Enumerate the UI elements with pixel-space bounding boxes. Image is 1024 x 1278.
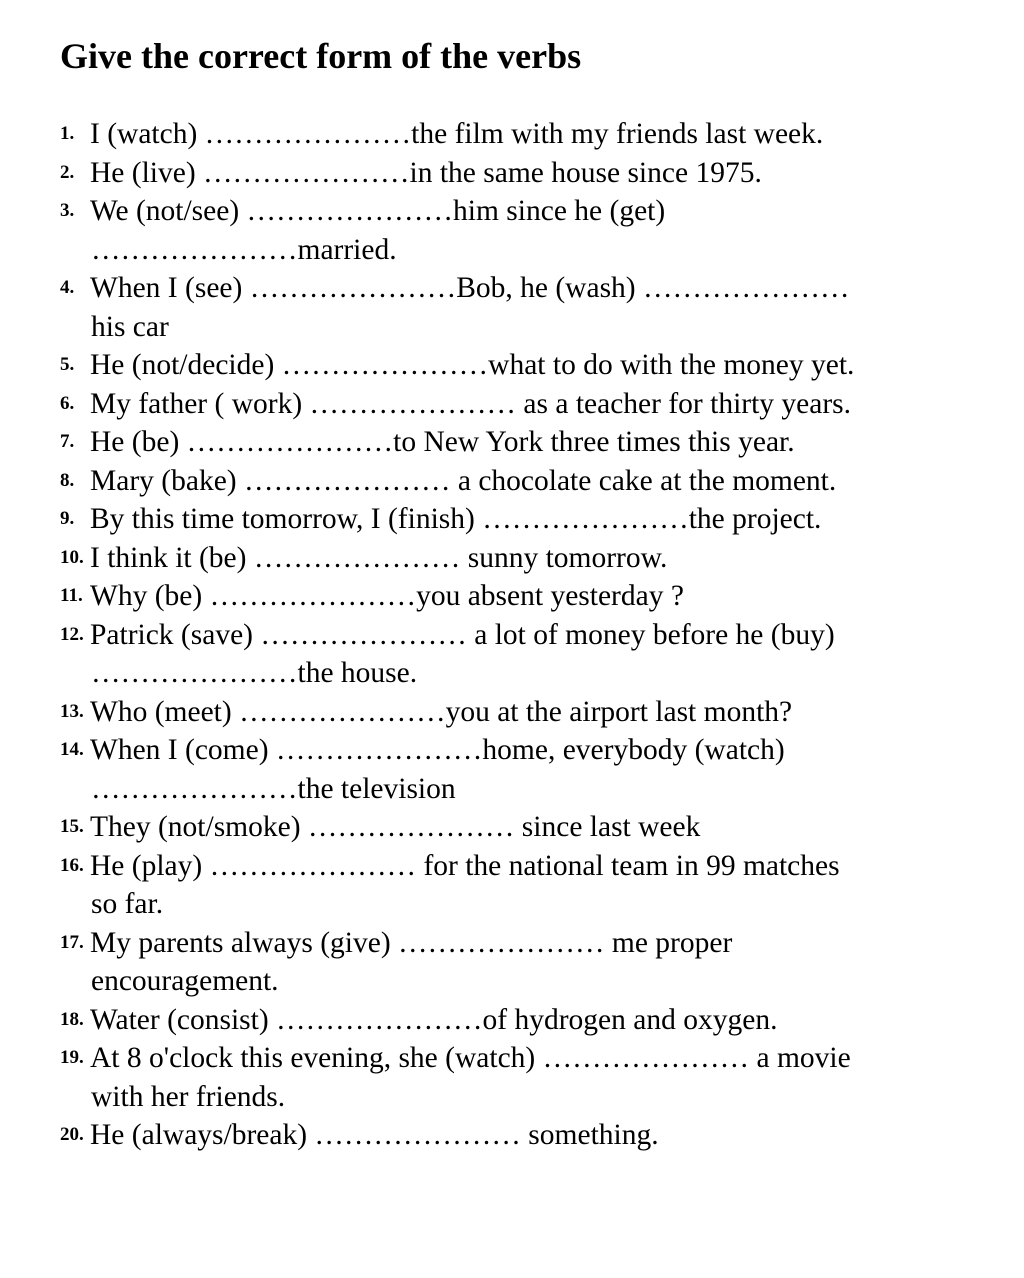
exercise-text [90,693,792,732]
exercise-number: 15. [60,816,84,837]
exercise-sentence-continuation: …………………the television [91,772,456,805]
exercise-item [60,731,1000,808]
exercise-number: 12. [60,623,84,645]
exercise-item [60,115,1000,154]
exercise-sentence-continuation: …………………the house. [91,657,418,689]
exercise-item [60,924,1000,1001]
exercise-number: 9. [60,508,75,529]
exercise-number: 18. [60,1008,84,1030]
exercise-sentence: He (always/break) ………………… something. [90,1119,659,1151]
exercise-number: 2. [60,161,75,183]
exercise-sentence: He (play) ………………… for the national team in 99 matches [90,849,840,882]
exercise-item [60,423,1000,462]
exercise-sentence: My father ( work) ………………… as a teacher for thirty years. [90,387,852,420]
exercise-sentence: He (not/decide) …………………what to do with the money yet. [90,349,855,381]
exercise-text [90,731,785,808]
exercise-sentence: They (not/smoke) ………………… since last week [90,811,701,843]
exercise-number: 7. [60,431,75,452]
exercise-item [60,385,1000,424]
exercise-sentence: Who (meet) …………………you at the airport last month? [90,695,793,728]
exercise-item [60,346,1000,385]
exercise-text [90,192,665,269]
exercise-sentence-continuation: so far. [91,888,164,920]
exercise-number: 11. [60,585,83,606]
exercise-item [60,269,1000,346]
exercise-number: 14. [60,739,84,760]
exercise-text [90,346,854,385]
exercise-item [60,577,1000,616]
exercise-text [90,847,840,924]
exercise-item [60,154,1000,193]
exercise-item [60,808,1000,847]
exercise-item [60,847,1000,924]
exercise-item [60,616,1000,693]
exercise-sentence: I (watch) …………………the film with my friends last week. [90,118,824,150]
exercise-number: 20. [60,1124,84,1145]
exercise-number: 10. [60,546,84,568]
exercise-number: 16. [60,854,84,876]
exercise-text [90,577,684,616]
exercise-text [90,115,823,154]
exercise-list [60,115,1000,1155]
exercise-sentence: Water (consist) …………………of hydrogen and oxygen. [90,1003,778,1036]
exercise-sentence: Patrick (save) ………………… a lot of money before he (buy) [90,618,835,651]
exercise-text [90,500,821,539]
exercise-item [60,539,1000,578]
exercise-number: 19. [60,1047,84,1068]
exercise-text [90,269,850,346]
worksheet-title: Give the correct form of the verbs [60,36,582,76]
exercise-item [60,462,1000,501]
exercise-text [90,808,700,847]
exercise-number: 17. [60,931,84,953]
exercise-number: 13. [60,700,84,722]
exercise-sentence: By this time tomorrow, I (finish) …………………the project. [90,503,822,535]
exercise-item [60,1039,1000,1116]
exercise-item [60,192,1000,269]
exercise-text [90,1039,851,1116]
exercise-text [90,154,762,193]
exercise-sentence: My parents always (give) ………………… me proper [90,926,733,959]
exercise-sentence-continuation: …………………married. [91,233,397,266]
exercise-number: 4. [60,277,75,298]
exercise-number: 8. [60,469,75,491]
exercise-text [90,423,795,462]
exercise-sentence: At 8 o'clock this evening, she (watch) ………………… a movie [90,1042,851,1074]
exercise-text [90,462,836,501]
exercise-text [90,1116,659,1155]
exercise-number: 6. [60,392,75,414]
exercise-sentence-continuation: his car [91,310,169,343]
exercise-sentence: He (be) …………………to New York three times this year. [90,426,795,458]
exercise-item [60,1001,1000,1040]
exercise-sentence-continuation: encouragement. [91,965,279,997]
exercise-text [90,924,732,1001]
exercise-sentence: When I (see) …………………Bob, he (wash) ………………… [90,272,850,304]
exercise-item [60,500,1000,539]
exercise-sentence: When I (come) …………………home, everybody (watch) [90,734,785,766]
exercise-text [90,385,851,424]
exercise-text [90,616,835,693]
exercise-number: 3. [60,200,75,221]
exercise-item [60,1116,1000,1155]
exercise-text [90,539,667,578]
exercise-item [60,693,1000,732]
exercise-sentence: He (live) …………………in the same house since 1975. [90,156,762,189]
exercise-number: 1. [60,123,75,144]
exercise-number: 5. [60,354,75,375]
exercise-sentence-continuation: with her friends. [91,1080,286,1113]
exercise-sentence: Mary (bake) ………………… a chocolate cake at the moment. [90,464,837,497]
exercise-sentence: Why (be) …………………you absent yesterday ? [90,580,684,612]
exercise-sentence: I think it (be) ………………… sunny tomorrow. [90,541,668,574]
exercise-sentence: We (not/see) …………………him since he (get) [90,195,666,227]
exercise-text [90,1001,777,1040]
